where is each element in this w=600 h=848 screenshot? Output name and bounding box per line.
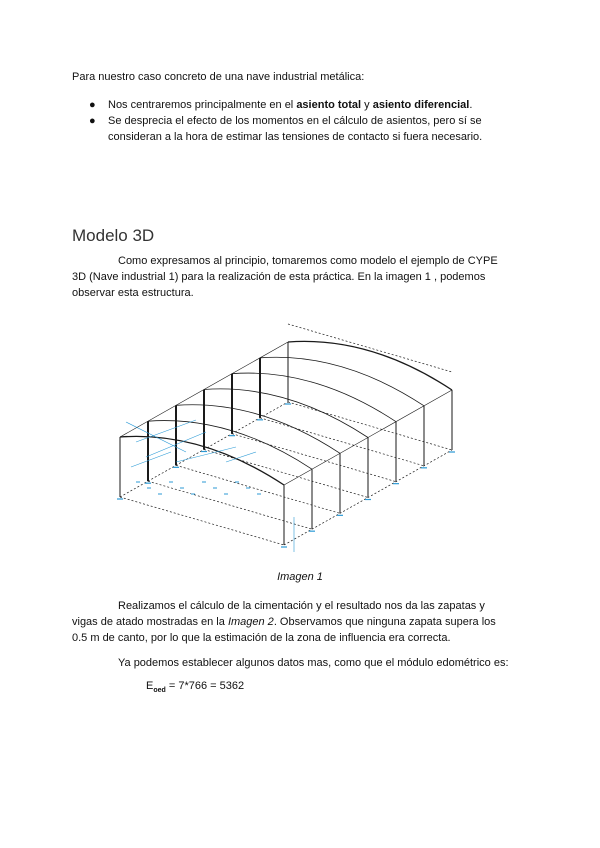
frame-rafter [232,373,396,422]
frame-rafter [148,421,312,470]
formula-eoed [146,680,244,694]
ground-grid-line [288,402,452,450]
frame-rafter [288,341,452,390]
frame-rafter [120,436,284,485]
bullet-text-pre: Nos centraremos principalmente en el [108,99,297,111]
list-item [72,97,502,113]
paragraph2-italic: Imagen 2 [227,616,274,628]
bracing-line [131,452,171,467]
paragraph-datos: Ya podemos establecer algunos datos mas, como que el módulo edométrico es: [118,657,509,669]
ground-grid-line [232,434,396,482]
ground-grid-line [120,497,284,545]
ground-grid-line [204,450,368,498]
bullet-text-mid: y [361,99,373,111]
intro-text: Para nuestro caso concreto de una nave industrial metálica: [72,71,365,83]
paragraph-cimentacion [72,598,512,646]
ground-grid-line [148,481,312,529]
paragraph2-post: . Observamos que ninguna zapata supera los 0.5 m de canto, por lo que la estimación de la zona de influencia era correcta. [72,616,496,644]
bullet-icon: ● [89,99,96,111]
structure-3d-figure [116,302,508,564]
frame-rafter [204,389,368,438]
foundation-details [117,404,455,552]
formula-expression: = 7*766 = 5362 [165,680,245,692]
list-item [72,113,502,145]
formula-subscript: oed [153,687,166,694]
bullet-text-post: . [469,99,473,111]
formula-symbol: E [146,680,154,692]
ground-grid-line [176,465,340,513]
bullet-icon: ● [89,115,96,127]
ground-grid-line [260,418,424,466]
figure-caption: Imagen 1 [277,571,323,583]
bold-term-total: asiento total [296,99,362,111]
ground-grid-line [288,324,452,372]
frame-members [120,341,452,545]
bullet-list [72,97,502,145]
frame-rafter [260,357,424,406]
bold-term-diferencial: asiento diferencial [372,99,470,111]
paragraph2-pre: Realizamos el cálculo de la cimentación y el resultado nos da las zapatas y vigas de atado mostradas en la [72,600,485,628]
paragraph-modelo: Como expresamos al principio, tomaremos como modelo el ejemplo de CYPE 3D (Nave industrial 1) para la realización de esta práctica. En la imagen 1 , podemos observar esta estructura. [72,255,498,299]
bullet-text: Se desprecia el efecto de los momentos en el cálculo de asientos, pero sí se consideran a la hora de estimar las tensiones de contacto si fuera necesario. [108,115,483,143]
section-title: Modelo 3D [72,226,155,245]
